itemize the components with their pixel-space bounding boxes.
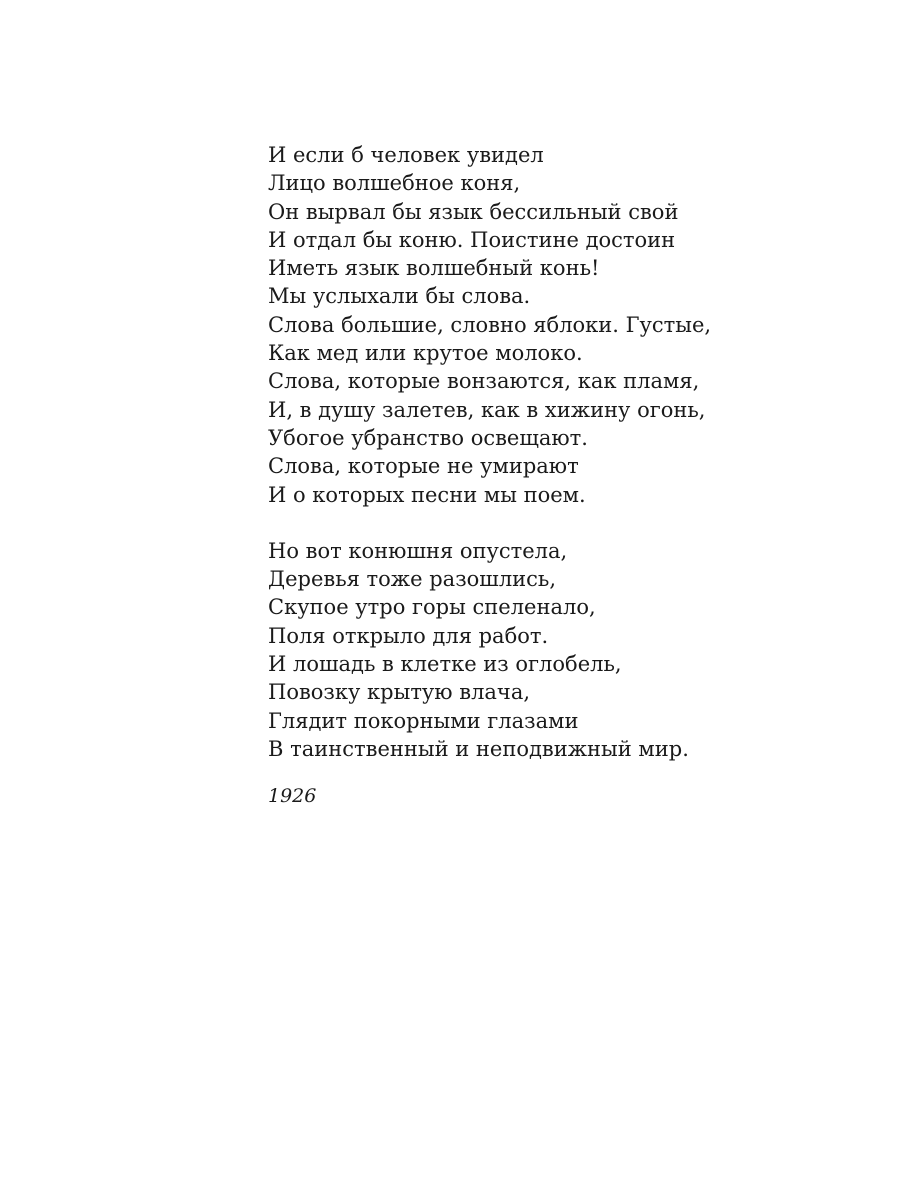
poem-line: Лицо волшебное коня, xyxy=(268,171,521,196)
poem-line: Как мед или крутое молоко. xyxy=(268,341,583,366)
poem-line: Повозку крытую влача, xyxy=(268,680,531,705)
poem-line: Мы услыхали бы слова. xyxy=(268,284,531,309)
poem-line: Глядит покорными глазами xyxy=(268,708,579,733)
poem-line: Слова большие, словно яблоки. Густые, xyxy=(268,312,712,337)
poem-line: Убогое убранство освещают. xyxy=(268,425,588,450)
poem-line: И, в душу залетев, как в хижину огонь, xyxy=(268,397,706,422)
poem-date: 1926 xyxy=(268,785,317,808)
poem-line: Он вырвал бы язык бессильный свой xyxy=(268,199,679,224)
poem-line: И лошадь в клетке из оглобель, xyxy=(268,652,622,677)
poem-line: И о которых песни мы поем. xyxy=(268,482,586,507)
poem-line: Скупое утро горы спеленало, xyxy=(268,595,596,620)
poem-line: Слова, которые не умирают xyxy=(268,454,579,479)
poem-line: Поля открыло для работ. xyxy=(268,623,549,648)
poem-line: Но вот конюшня опустела, xyxy=(268,538,568,563)
poem-line: И отдал бы коню. Поистине достоин xyxy=(268,227,676,252)
poem-line: Слова, которые вонзаются, как пламя, xyxy=(268,369,700,394)
poem-line: Деревья тоже разошлись, xyxy=(268,567,557,592)
stanza-2 xyxy=(268,537,828,763)
poem-line: В таинственный и неподвижный мир. xyxy=(268,736,689,761)
poem-line: Иметь язык волшебный конь! xyxy=(268,256,600,281)
poem xyxy=(268,141,828,809)
stanza-1 xyxy=(268,141,828,509)
poem-line: И если б человек увидел xyxy=(268,143,544,167)
